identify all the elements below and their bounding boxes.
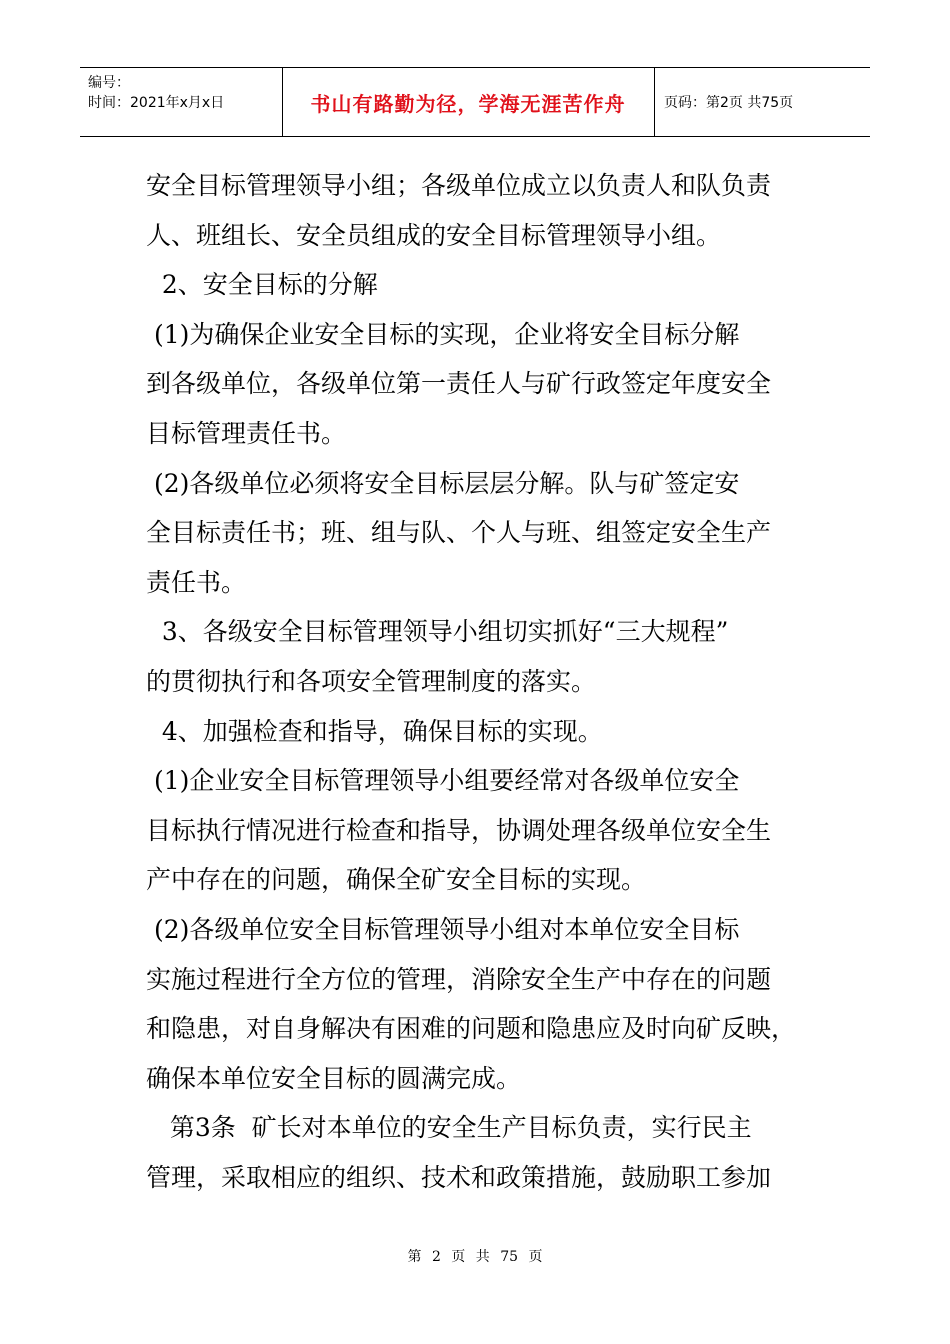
body-line: 2、安全目标的分解	[146, 270, 378, 300]
body-line: 目标管理责任书。	[146, 418, 347, 448]
header-divider-right	[654, 68, 655, 136]
body-line: 和隐患，对自身解决有困难的问题和隐患应及时向矿反映，	[146, 1014, 797, 1044]
body-line: 实施过程进行全方位的管理，消除安全生产中存在的问题	[146, 964, 772, 994]
body-line: 全目标责任书；班、组与队、个人与班、组签定安全生产	[146, 518, 772, 548]
body-line: 第3条 矿长对本单位的安全生产目标负责，实行民主	[146, 1113, 752, 1143]
body-line: (1)企业安全目标管理领导小组要经常对各级单位安全	[146, 766, 740, 796]
body-line: 的贯彻执行和各项安全管理制度的落实。	[146, 666, 597, 696]
header-time-label: 时间：2021年x月x日	[88, 95, 225, 111]
page-header	[80, 67, 870, 137]
body-line: 目标执行情况进行检查和指导，协调处理各级单位安全生	[146, 815, 772, 845]
body-line: 管理，采取相应的组织、技术和政策措施，鼓励职工参加	[146, 1162, 772, 1192]
body-line: 产中存在的问题，确保全矿安全目标的实现。	[146, 865, 647, 895]
body-line: 人、班组长、安全员组成的安全目标管理领导小组。	[146, 220, 722, 250]
body-line: 到各级单位，各级单位第一责任人与矿行政签定年度安全	[146, 369, 772, 399]
header-meta	[88, 73, 224, 113]
body-line: (2)各级单位必须将安全目标层层分解。队与矿签定安	[146, 468, 740, 498]
body-line: (1)为确保企业安全目标的实现，企业将安全目标分解	[146, 319, 740, 349]
body-line: 4、加强检查和指导，确保目标的实现。	[146, 716, 603, 746]
body-line: 责任书。	[146, 567, 247, 597]
body-line: (2)各级单位安全目标管理领导小组对本单位安全目标	[146, 914, 740, 944]
body-line: 确保本单位安全目标的圆满完成。	[146, 1063, 522, 1093]
body-line: 3、各级安全目标管理领导小组切实抓好“三大规程”	[146, 617, 729, 647]
header-page-info: 页码：第2页 共75页	[664, 95, 794, 111]
header-number-label: 编号：	[88, 75, 130, 91]
header-motto: 书山有路勤为径，学海无涯苦作舟	[310, 91, 626, 116]
body-line: 安全目标管理领导小组；各级单位成立以负责人和队负责	[146, 171, 772, 200]
document-body	[146, 161, 806, 1202]
page-footer: 第 2 页 共 75 页	[407, 1249, 543, 1265]
